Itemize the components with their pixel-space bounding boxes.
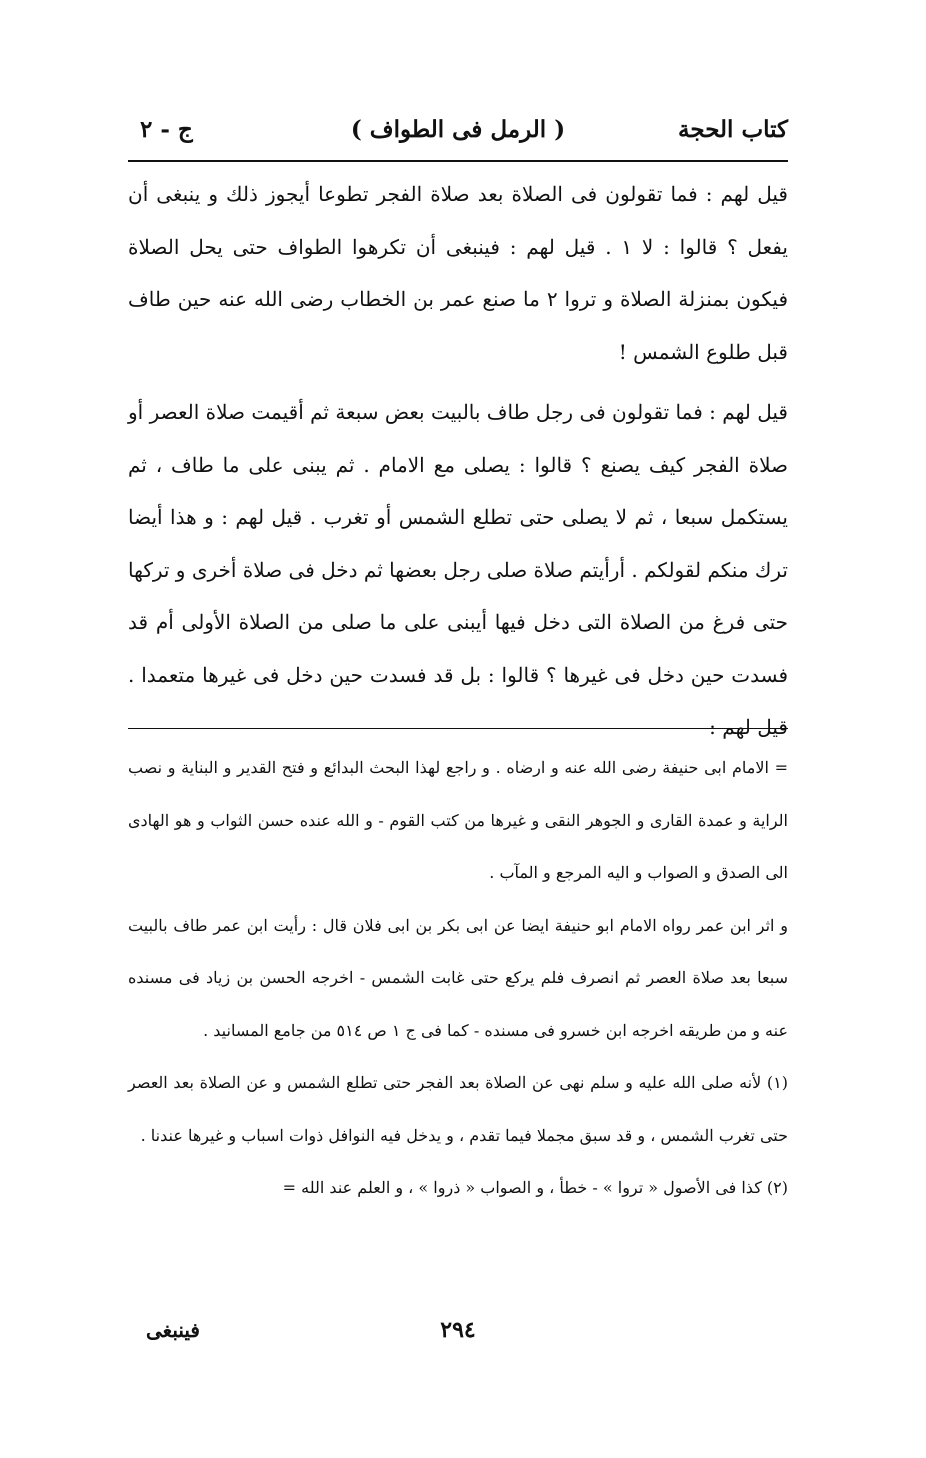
catchword: فينبغى — [146, 1318, 200, 1342]
footnote: و اثر ابن عمر رواه الامام ابو حنيفة ايضا عن ابى بكر بن ابى فلان قال : رأيت ابن عمر طاف بالبيت سبعا بعد صلاة العصر ثم انصرف فلم يركع حتى غابت الشمس - اخرجه الحسن بن زياد فى مسنده عنه و من طريقه اخرجه ابن خسرو فى مسنده - كما فى ج ١ ص ٥١٤ من جامع المسانيد . — [128, 915, 788, 1040]
page-header — [128, 108, 788, 152]
paragraph: قيل لهم : فما تقولون فى رجل طاف بالبيت بعض سبعة ثم أقيمت صلاة العصر أو صلاة الفجر كيف يصنع ؟ قالوا : يصلى مع الامام . ثم يبنى على ما طاف ، ثم يستكمل سبعا ، ثم لا يصلى حتى تطلع الشمس أو تغرب . قيل لهم : و هذا أيضا ترك منكم لقولكم . أرأيتم صلاة صلى رجل بعضها ثم دخل فى صلاة أخرى و تركها حتى فرغ من الصلاة التى دخل فيها أيبنى على ما صلى من الصلاة الأولى أم قد فسدت حين دخل فى غيرها ؟ قالوا : بل قد فسدت حين دخل فى غيرها متعمدا . قيل لهم : — [128, 400, 788, 739]
page-number: ٢٩٤ — [440, 1317, 476, 1343]
footnote: (١) لأنه صلى الله عليه و سلم نهى عن الصلاة بعد الفجر حتى تطلع الشمس و عن الصلاة بعد العصر حتى تغرب الشمس ، و قد سبق مجملا فيما تقدم ، و يدخل فيه النوافل ذوات اسباب و غيرها عندنا . — [128, 1073, 788, 1145]
chapter-title: ( الرمل فى الطواف ) — [350, 116, 566, 143]
main-text — [128, 168, 788, 754]
volume-label: ج - ٢ — [140, 116, 193, 143]
paragraph: قيل لهم : فما تقولون فى الصلاة بعد صلاة الفجر تطوعا أيجوز ذلك و ينبغى أن يفعل ؟ قالوا : لا ١ . قيل لهم : فينبغى أن تكرهوا الطواف حتى يحل الصلاة فيكون بمنزلة الصلاة و تروا ٢ ما صنع عمر بن الخطاب رضى الله عنه حين طاف قبل طلوع الشمس ! — [128, 182, 788, 364]
header-rule — [128, 160, 788, 162]
footnote: (٢) كذا فى الأصول « تروا » - خطأ ، و الصواب « ذروا » ، و العلم عند الله = — [282, 1178, 788, 1197]
page-footer — [128, 1310, 788, 1350]
footnote: = الامام ابى حنيفة رضى الله عنه و ارضاه . و راجع لهذا البحث البدائع و فتح القدير و البناية و نصب الراية و عمدة القارى و الجوهر النقى و غيرها من كتب القوم - و الله عنده حسن الثواب و هو الهادى الى الصدق و الصواب و اليه المرجع و المآب . — [128, 758, 788, 882]
footnote-rule — [128, 728, 788, 729]
book-title: كتاب الحجة — [678, 116, 788, 143]
footnotes — [128, 742, 788, 1215]
